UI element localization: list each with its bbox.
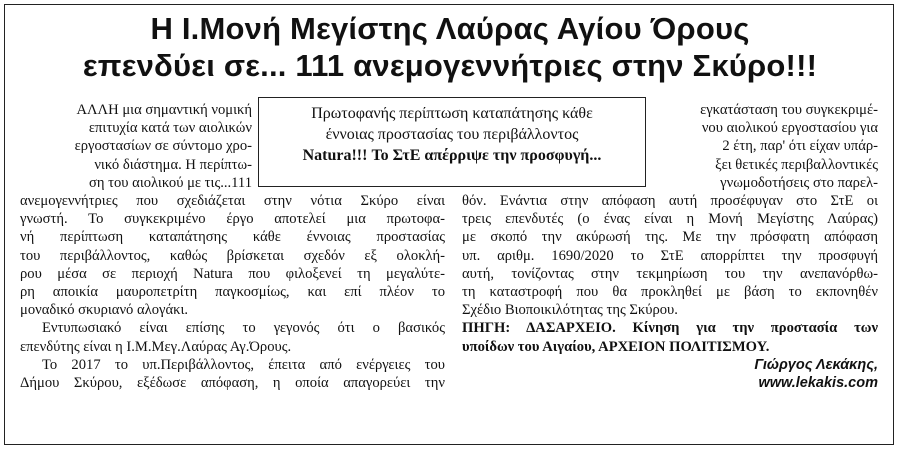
source-line: ΠΗΓΗ: ΔΑΣΑΡΧΕΙΟ. Κίνηση για την προστασία των [462, 320, 878, 337]
text-line: εγκατάσταση του συγκεκριμέ- [700, 102, 878, 118]
text-line: επιτυχία κατά των αιολικών [88, 120, 252, 137]
headline [0, 10, 900, 84]
text-line: 2 έτη, παρ' ότι είχαν υπάρ- [722, 138, 878, 155]
text-line: Δήμου Σκύρου, εξέδωσε απόφαση, η οποία απαγορεύει την [20, 374, 445, 391]
pull-quote-line-3: Natura!!! Το ΣτΕ απέρριψε την προσφυγή... [302, 147, 602, 164]
text-line: Το 2017 το υπ.Περιβάλλοντος, έπειτα από ενέργειες του [42, 356, 445, 373]
headline-line-1: Η Ι.Μονή Μεγίστης Λαύρας Αγίου Όρους [150, 11, 750, 46]
text-line: εργοστασίων σε σύντομο χρο- [74, 138, 252, 155]
text-line: επενδύτης είναι η Ι.Μ.Μεγ.Λαύρας Αγ.Όρους. [20, 338, 292, 355]
text-line: ρη αποικία μαυροπετρίτη παγκοσμίως, και επί πλέον το [20, 283, 445, 300]
text-line: Σχέδιο Βιοποικιλότητας της Σκύρου. [462, 302, 678, 319]
text-line: γνωστή. Το συγκεκριμένο έργο αποτελεί μια πρωτοφα- [20, 211, 445, 228]
text-line: Εντυπωσιακό είναι επίσης το γεγονός ότι ο βασικός [42, 320, 445, 337]
text-line: θόν. Ενάντια στην απόφαση αυτή προσέφυγαν στο ΣτΕ οι [462, 193, 878, 209]
right-column-intro [652, 101, 878, 192]
source-line: υποίδων του Αιγαίου, ΑΡΧΕΙΟΝ ΠΟΛΙΤΙΣΜΟΥ. [462, 338, 770, 355]
text-line: ΑΛΛΗ μια σημαντική νομική [76, 102, 252, 118]
text-line: γνωμοδοτήσεις στο παρελ- [720, 174, 878, 191]
text-line: υπ. αριθμ. 1690/2020 το ΣτΕ απορρίπτει την προσφυγή [462, 247, 878, 264]
left-column-body [20, 192, 445, 392]
author-name: Γιώργος Λεκάκης, [754, 356, 878, 373]
text-line: τη καταστροφή που θα προκληθεί με βάση το εκπονηθέν [462, 283, 878, 300]
text-line: ση του αιολικού με τις...111 [88, 174, 252, 191]
text-line: ρου μέσα σε περιοχή Natura που φιλοξενεί τη μεγαλύτε- [20, 265, 445, 282]
author-website: www.lekakis.com [758, 374, 878, 391]
text-line: ανεμογεννήτριες που σχεδιάζεται στην νότια Σκύρο είναι [20, 193, 445, 209]
text-line: νου αιολικού εργοστασίου για [701, 120, 878, 137]
text-line: μοναδικό σκυριανό αλογάκι. [20, 302, 189, 319]
text-line: νή περίπτωση καταπάτησης κάθε έννοιας προστασίας [20, 229, 445, 246]
pull-quote-line-2: έννοιας προστασίας του περιβάλλοντος [325, 126, 579, 143]
text-line: τρεις επενδυτές (ο ένας είναι η Μονή Μεγίστης Λαύρας) [462, 211, 878, 228]
text-line: αυτή, τονίζοντας στην τεκμηρίωση του την ανεπανόρθω- [462, 265, 878, 282]
text-line: ξει θετικές περιβαλλοντικές [715, 156, 878, 173]
pull-quote-line-1: Πρωτοφανής περίπτωση καταπάτησης κάθε [311, 105, 593, 122]
headline-line-2: επενδύει σε... 111 ανεμογεννήτριες στην Σκύρο!!! [82, 48, 818, 83]
left-column-intro [20, 101, 252, 192]
right-column-body [462, 192, 878, 392]
text-line: του περιβάλλοντος, καθώς βρίσκεται σχεδόν εξ ολοκλή- [20, 247, 445, 264]
text-line: νικό διάστημα. Η περίπτω- [94, 156, 252, 173]
text-line: με σκοπό την ακύρωσή της. Με την πρόσφατη απόφαση [462, 229, 878, 246]
pull-quote-box [258, 97, 646, 187]
